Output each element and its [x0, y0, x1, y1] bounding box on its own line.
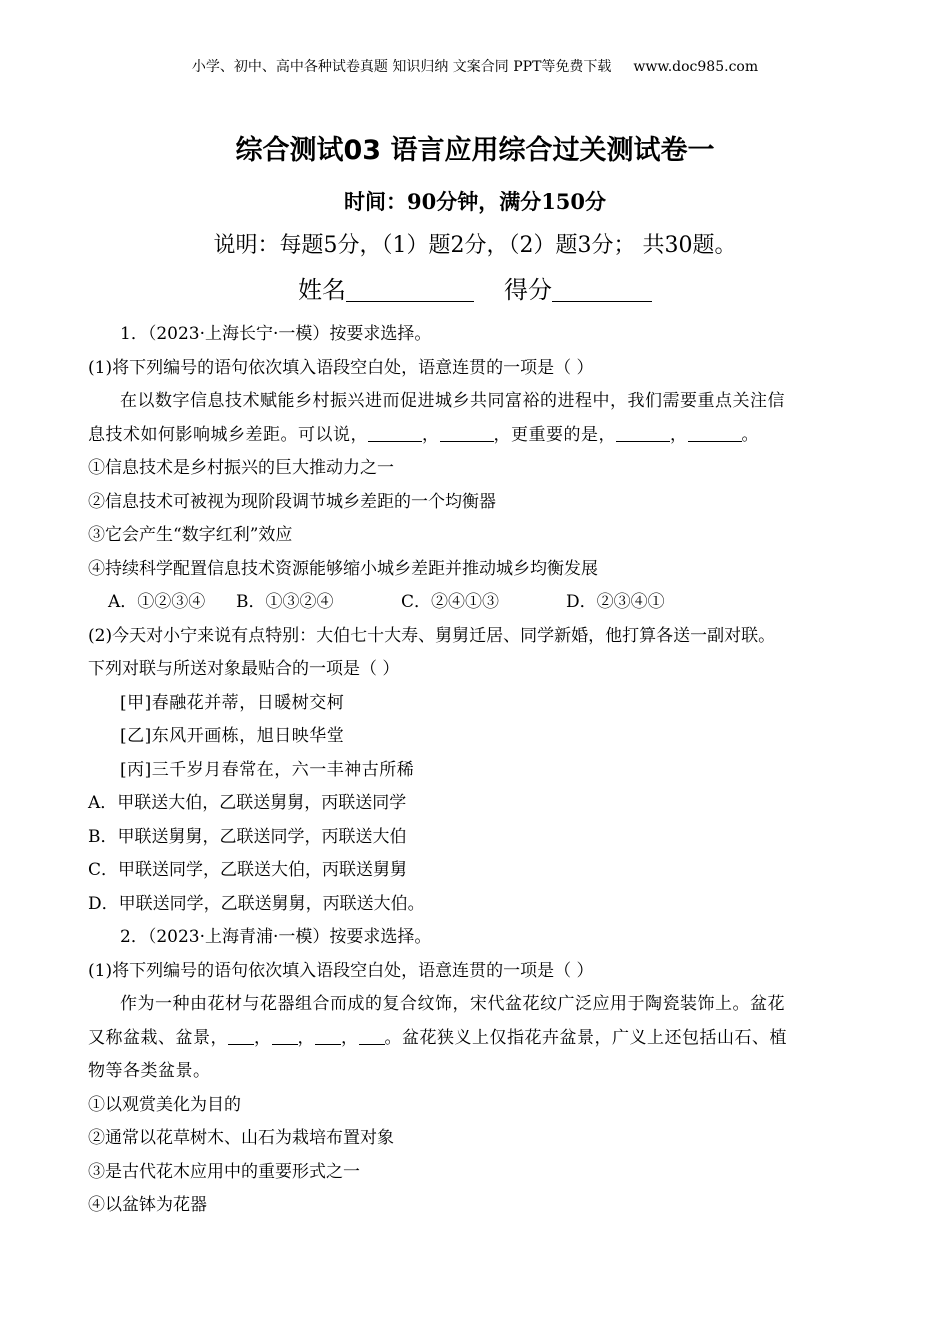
- couplet-bing: [丙]三千岁月春常在，六一丰神古所稀: [120, 759, 415, 780]
- page-header: [0, 57, 950, 77]
- passage-period: 。: [741, 424, 759, 445]
- q1-p1-item-2: ②信息技术可被视为现阶段调节城乡差距的一个均衡器: [88, 491, 496, 512]
- q1-p1-passage-line1: 在以数字信息技术赋能乡村振兴进而促进城乡共同富裕的进程中，我们需要重点关注信: [120, 391, 785, 411]
- q1-p2-option-a[interactable]: A．甲联送大伯，乙联送舅舅，丙联送同学: [88, 793, 407, 813]
- passage-text: 又称盆栽、盆景，: [88, 1027, 228, 1048]
- fill-blank: [368, 424, 422, 442]
- passage-text: 息技术如何影响城乡差距。可以说，: [88, 424, 368, 445]
- passage-comma: ，: [254, 1027, 272, 1048]
- fill-blank: [616, 424, 670, 442]
- couplet-jia: [甲]春融花并蒂，日暖树交柯: [120, 692, 345, 713]
- q1-p2-option-c[interactable]: C．甲联送同学，乙联送大伯，丙联送舅舅: [88, 860, 408, 880]
- q1-p1-options: [88, 586, 858, 620]
- passage-text: ，更重要的是，: [493, 424, 616, 445]
- passage-comma: ，: [422, 424, 440, 445]
- couplet-yi: [乙]东风开画栋，旭日映华堂: [120, 726, 345, 746]
- fill-blank: [228, 1027, 254, 1045]
- header-text: 小学、初中、高中各种试卷真题 知识归纳 文案合同 PPT等免费下载: [191, 59, 612, 75]
- q2-p1-prompt: (1)将下列编号的语句依次填入语段空白处，语意连贯的一项是（ ）: [88, 960, 594, 981]
- q2-p1-item-1: ①以观赏美化为目的: [88, 1094, 241, 1115]
- q2-p1-item-3: ③是古代花木应用中的重要形式之一: [88, 1161, 360, 1182]
- fill-blank: [440, 424, 494, 442]
- q2-stem: 2．（2023·上海青浦·一模）按要求选择。: [120, 927, 432, 947]
- q2-p1-item-4: ④以盆钵为花器: [88, 1195, 207, 1215]
- q1-p2-prompt-line1: (2)今天对小宁来说有点特别：大伯七十大寿、舅舅迁居、同学新婚，他打算各送一副对联。: [88, 625, 776, 646]
- exam-time: 时间：90分钟，满分150分: [343, 189, 607, 214]
- q1-p2-option-b[interactable]: B．甲联送舅舅，乙联送同学，丙联送大伯: [88, 826, 407, 847]
- passage-comma: ，: [341, 1027, 359, 1048]
- option-d[interactable]: D．②③④①: [566, 592, 665, 612]
- q1-p1-prompt: (1)将下列编号的语句依次填入语段空白处，语意连贯的一项是（ ）: [88, 357, 594, 378]
- q2-p1-passage-line2: [88, 1022, 858, 1056]
- passage-comma: ，: [297, 1027, 315, 1048]
- score-label: 得分: [504, 276, 552, 304]
- fill-blank: [272, 1027, 298, 1045]
- fill-blank: [315, 1027, 341, 1045]
- q1-stem: 1．（2023·上海长宁·一模）按要求选择。: [120, 324, 432, 344]
- name-score-row: [0, 273, 950, 307]
- page-title: 综合测试03 语言应用综合过关测试卷一: [235, 135, 715, 166]
- q1-p2-option-d[interactable]: D．甲联送同学，乙联送舅舅，丙联送大伯。: [88, 893, 425, 914]
- option-b[interactable]: B．①③②④: [236, 592, 334, 612]
- fill-blank: [359, 1027, 385, 1045]
- fill-blank: [688, 424, 742, 442]
- q1-p1-item-4: ④持续科学配置信息技术资源能够缩小城乡差距并推动城乡均衡发展: [88, 558, 598, 579]
- q2-p1-passage-line1: 作为一种由花材与花器组合而成的复合纹饰，宋代盆花纹广泛应用于陶瓷装饰上。盆花: [120, 994, 785, 1014]
- q1-p1-passage-line2: [88, 419, 858, 453]
- option-c[interactable]: C．②④①③: [401, 592, 500, 612]
- q2-p1-item-2: ②通常以花草树木、山石为栽培布置对象: [88, 1128, 394, 1148]
- option-a[interactable]: A．①②③④: [108, 592, 206, 612]
- name-label: 姓名: [298, 276, 346, 304]
- passage-text: 。盆花狭义上仅指花卉盆景，广义上还包括山石、植: [384, 1027, 787, 1048]
- name-blank[interactable]: [346, 275, 474, 302]
- header-site-link[interactable]: www.doc985.com: [633, 59, 759, 75]
- exam-content: [88, 318, 858, 1223]
- passage-comma: ，: [670, 424, 688, 445]
- q1-p2-prompt-line2: 下列对联与所送对象最贴合的一项是（ ）: [88, 659, 400, 679]
- score-blank[interactable]: [552, 275, 652, 302]
- exam-note: 说明：每题5分，（1）题2分，（2）题3分； 共30题。: [213, 233, 737, 258]
- q1-p1-item-1: ①信息技术是乡村振兴的巨大推动力之一: [88, 458, 394, 478]
- q2-p1-passage-line3: 物等各类盆景。: [88, 1061, 211, 1081]
- q1-p1-item-3: ③它会产生“数字红利”效应: [88, 525, 293, 545]
